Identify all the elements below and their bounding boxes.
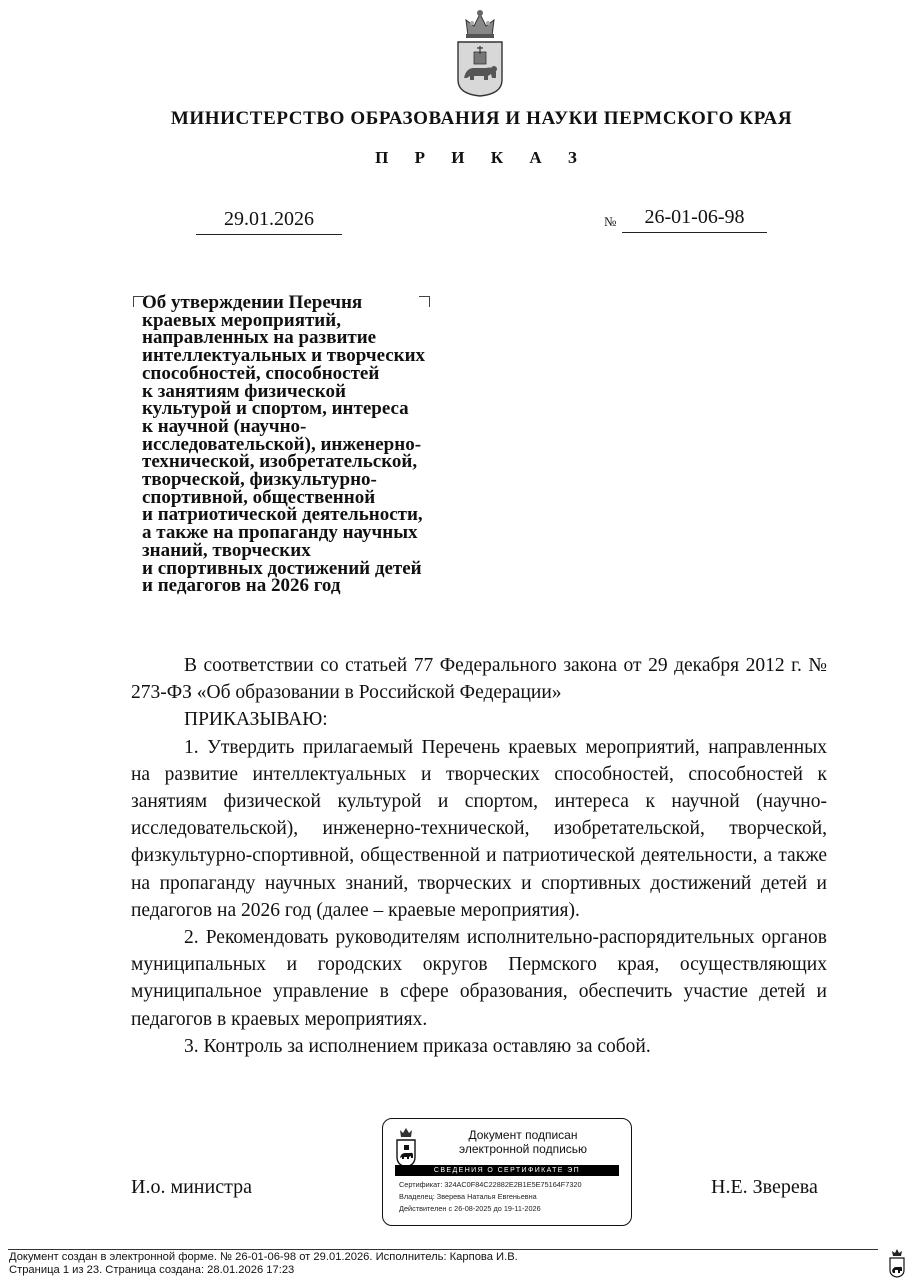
order-title	[142, 294, 472, 595]
perm-krai-coat-of-arms-icon	[452, 6, 508, 98]
order-date: 29.01.2026	[224, 208, 314, 230]
order-item-2: 2. Рекомендовать руководителям исполнительно-распорядительных органов муниципальных и городских округов Пермского края, осуществляющих муниципальное управление в сфере образования, обеспечить участие детей и педагогов в краевых мероприятиях.	[131, 927, 827, 1030]
order-number: 26-01-06-98	[644, 206, 745, 228]
stamp-owner: Владелец: Зверева Наталья Евгеньевна	[399, 1192, 537, 1201]
stamp-title	[423, 1128, 623, 1156]
electronic-signature-stamp	[382, 1118, 632, 1226]
order-date-field	[196, 208, 342, 235]
footer-line-1: Документ создан в электронной форме. № 26-01-06-98 от 29.01.2026. Исполнитель: Карпова И.В.	[9, 1251, 518, 1263]
order-item-3: 3. Контроль за исполнением приказа оставляю за собой.	[184, 1035, 651, 1057]
title-line: к занятиям физической	[142, 380, 346, 402]
title-line: Об утверждении Перечня	[142, 292, 363, 313]
title-line: знаний, творческих	[142, 539, 311, 561]
order-word: ПРИКАЗЫВАЮ:	[184, 709, 328, 731]
signatory-position: И.о. министра	[131, 1176, 252, 1198]
title-line: краевых мероприятий,	[142, 309, 341, 331]
stamp-certificate-header: СВЕДЕНИЯ О СЕРТИФИКАТЕ ЭП	[395, 1165, 619, 1176]
title-line: к научной (научно-	[142, 415, 307, 437]
footer-line-2: Страница 1 из 23. Страница создана: 28.01.2026 17:23	[9, 1264, 295, 1276]
number-sign: №	[604, 214, 617, 229]
stamp-certificate: Сертификат: 324AC0F84C22882E2B1E5E75164F7320	[399, 1180, 582, 1189]
title-line: а также на пропаганду научных	[142, 522, 418, 544]
title-line: и спортивных достижений детей	[142, 557, 422, 579]
stamp-certificate-details	[399, 1179, 625, 1215]
title-line: интеллектуальных и творческих	[142, 345, 426, 367]
order-number-field	[622, 202, 767, 233]
title-line: творческой, физкультурно-	[142, 469, 377, 491]
title-line: способностей, способностей	[142, 362, 380, 384]
title-line: и педагогов на 2026 год	[142, 575, 341, 597]
stamp-title-line2: электронной подписью	[458, 1142, 588, 1156]
stamp-valid: Действителен с 26-08-2025 до 19-11-2026	[399, 1204, 541, 1213]
title-line: культурой и спортом, интереса	[142, 398, 409, 420]
page-footer	[9, 1251, 518, 1277]
footer-coat-of-arms-icon	[888, 1248, 906, 1278]
order-item-1: 1. Утвердить прилагаемый Перечень краевых мероприятий, направленных на развитие интеллектуальных и творческих способностей, способностей к занятиям физической культурой и спортом, интереса к научной (научно-исследовательской), инженерно-технической, изобретательской, творческой, физкультурно-спортивной, общественной и патриотической деятельности, а также на пропаганду научных знаний, творческих и спортивных достижений детей и педагогов на 2026 год (далее – краевые мероприятия).	[131, 736, 827, 921]
document-type: П Р И К А З	[375, 148, 588, 167]
title-line: направленных на развитие	[142, 327, 377, 349]
stamp-title-line1: Документ подписан	[468, 1128, 578, 1142]
title-line: исследовательской), инженерно-	[142, 433, 422, 455]
preamble-paragraph: В соответствии со статьей 77 Федерального закона от 29 декабря 2012 г. № 273-ФЗ «Об образовании в Российской Федерации»	[131, 655, 827, 704]
title-line: технической, изобретательской,	[142, 451, 418, 473]
footer-divider	[8, 1249, 878, 1250]
order-body	[131, 652, 827, 1060]
ministry-name: МИНИСТЕРСТВО ОБРАЗОВАНИЯ И НАУКИ ПЕРМСКОГО КРАЯ	[170, 108, 793, 129]
title-line: спортивной, общественной	[142, 486, 376, 508]
stamp-coat-of-arms-icon	[395, 1125, 417, 1169]
signatory-name: Н.Е. Зверева	[711, 1176, 818, 1198]
title-line: и патриотической деятельности,	[142, 504, 423, 526]
